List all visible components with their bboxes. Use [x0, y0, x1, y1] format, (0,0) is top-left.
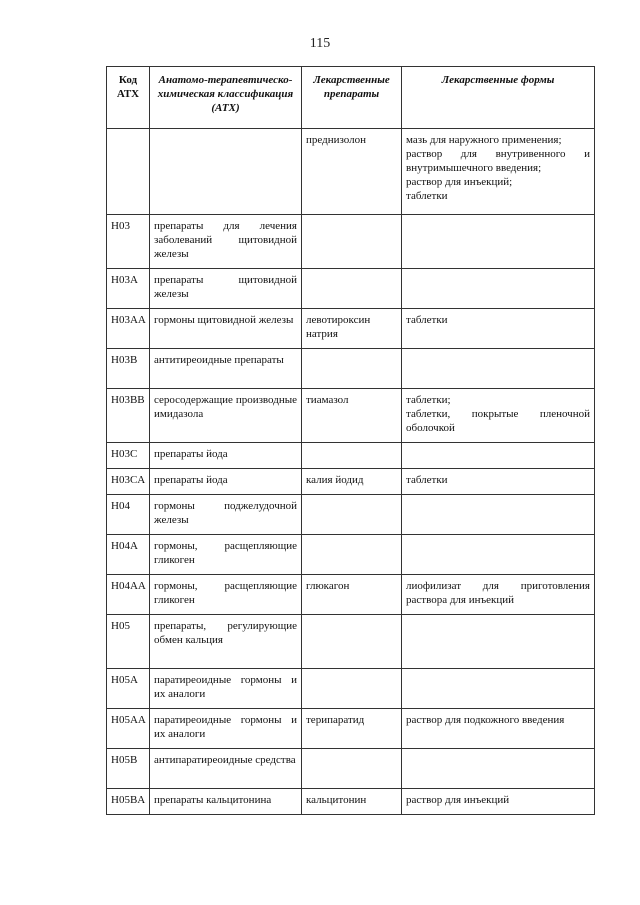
cell-drug — [302, 215, 402, 269]
cell-classification: антитиреоидные препараты — [150, 349, 302, 389]
cell-classification: препараты для лечения заболеваний щитовидной железы — [150, 215, 302, 269]
page-number: 115 — [309, 36, 331, 51]
dosage-form-item: таблетки; — [406, 394, 451, 406]
cell-atx-code: H03C — [107, 443, 150, 469]
cell-classification: паратиреоидные гормоны и их аналоги — [150, 709, 302, 749]
cell-drug: калия йодид — [302, 469, 402, 495]
cell-atx-code: H03 — [107, 215, 150, 269]
dosage-form-item: раствор для внутривенного и внутримышечного введения; — [406, 148, 590, 174]
cell-drug — [302, 749, 402, 789]
table-row — [107, 535, 595, 575]
header-code: Код АТХ — [107, 67, 150, 129]
table-row — [107, 389, 595, 443]
table-row — [107, 443, 595, 469]
cell-drug — [302, 269, 402, 309]
table-row — [107, 309, 595, 349]
cell-dosage-forms — [402, 615, 595, 669]
cell-atx-code: H05A — [107, 669, 150, 709]
cell-dosage-forms — [402, 789, 595, 815]
dosage-form-item: мазь для наружного применения; — [406, 134, 562, 146]
atx-table — [106, 66, 595, 815]
cell-classification: препараты йода — [150, 443, 302, 469]
table-row — [107, 749, 595, 789]
cell-drug: преднизолон — [302, 129, 402, 215]
cell-atx-code: H03B — [107, 349, 150, 389]
table-body — [107, 129, 595, 815]
cell-classification: гормоны поджелудочной железы — [150, 495, 302, 535]
cell-atx-code: H05 — [107, 615, 150, 669]
cell-drug: глюкагон — [302, 575, 402, 615]
cell-atx-code: H04 — [107, 495, 150, 535]
cell-atx-code: H05AA — [107, 709, 150, 749]
table-row — [107, 349, 595, 389]
cell-classification: препараты йода — [150, 469, 302, 495]
cell-atx-code: H03A — [107, 269, 150, 309]
table-row — [107, 709, 595, 749]
cell-atx-code: H05B — [107, 749, 150, 789]
header-classification: Анатомо-терапевтическо-химическая классификация (АТХ) — [150, 67, 302, 129]
table-row — [107, 215, 595, 269]
cell-dosage-forms — [402, 129, 595, 215]
cell-classification: препараты, регулирующие обмен кальция — [150, 615, 302, 669]
cell-drug: тиамазол — [302, 389, 402, 443]
cell-drug: кальцитонин — [302, 789, 402, 815]
cell-dosage-forms — [402, 575, 595, 615]
cell-dosage-forms — [402, 309, 595, 349]
cell-drug — [302, 669, 402, 709]
cell-atx-code — [107, 129, 150, 215]
cell-dosage-forms — [402, 469, 595, 495]
cell-atx-code: H04A — [107, 535, 150, 575]
cell-dosage-forms — [402, 669, 595, 709]
dosage-form-item: раствор для инъекций — [406, 794, 510, 806]
dosage-form-item: лиофилизат для приготовления раствора для инъекций — [406, 580, 590, 606]
table-row — [107, 575, 595, 615]
table-row — [107, 669, 595, 709]
cell-classification — [150, 129, 302, 215]
cell-atx-code: H04AA — [107, 575, 150, 615]
table-row — [107, 789, 595, 815]
cell-classification: серосодержащие производные имидазола — [150, 389, 302, 443]
cell-dosage-forms — [402, 443, 595, 469]
dosage-form-item: таблетки — [406, 314, 448, 326]
header-forms: Лекарственные формы — [402, 67, 595, 129]
cell-dosage-forms — [402, 349, 595, 389]
cell-drug: левотироксин натрия — [302, 309, 402, 349]
table-row — [107, 269, 595, 309]
dosage-form-item: таблетки — [406, 190, 448, 202]
table-row — [107, 615, 595, 669]
cell-dosage-forms — [402, 495, 595, 535]
cell-classification: паратиреоидные гормоны и их аналоги — [150, 669, 302, 709]
table-row — [107, 469, 595, 495]
cell-dosage-forms — [402, 269, 595, 309]
cell-classification: препараты кальцитонина — [150, 789, 302, 815]
cell-classification: гормоны щитовидной железы — [150, 309, 302, 349]
cell-drug — [302, 535, 402, 575]
cell-atx-code: H03BB — [107, 389, 150, 443]
cell-classification: гормоны, расщепляющие гликоген — [150, 535, 302, 575]
cell-dosage-forms — [402, 215, 595, 269]
cell-atx-code: H05BA — [107, 789, 150, 815]
cell-drug — [302, 615, 402, 669]
cell-dosage-forms — [402, 535, 595, 575]
header-drugs: Лекарственные препараты — [302, 67, 402, 129]
cell-drug — [302, 495, 402, 535]
table-row — [107, 129, 595, 215]
cell-classification: препараты щитовидной железы — [150, 269, 302, 309]
table-row — [107, 495, 595, 535]
cell-atx-code: H03AA — [107, 309, 150, 349]
cell-drug: терипаратид — [302, 709, 402, 749]
cell-dosage-forms — [402, 709, 595, 749]
dosage-form-item: таблетки, покрытые пленочной оболочкой — [406, 408, 590, 434]
cell-classification: антипаратиреоидные средства — [150, 749, 302, 789]
cell-drug — [302, 443, 402, 469]
cell-drug — [302, 349, 402, 389]
dosage-form-item: раствор для инъекций; — [406, 176, 513, 188]
cell-atx-code: H03CA — [107, 469, 150, 495]
cell-classification: гормоны, расщепляющие гликоген — [150, 575, 302, 615]
cell-dosage-forms — [402, 389, 595, 443]
cell-dosage-forms — [402, 749, 595, 789]
dosage-form-item: таблетки — [406, 474, 448, 486]
table-header-row — [107, 67, 595, 129]
dosage-form-item: раствор для подкожного введения — [406, 714, 565, 726]
